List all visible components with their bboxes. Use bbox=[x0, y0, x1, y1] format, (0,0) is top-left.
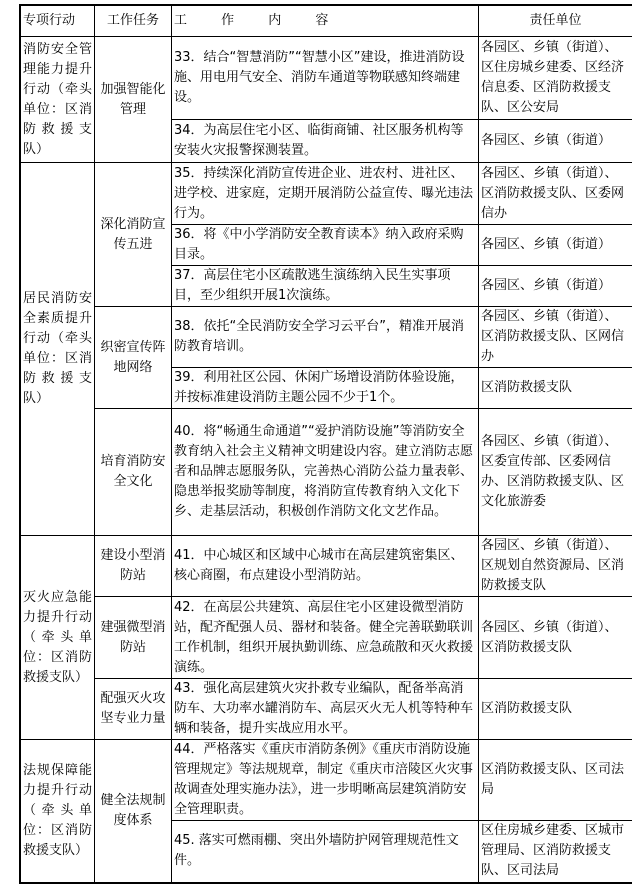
header-action: 专项行动 bbox=[20, 5, 95, 37]
table-row bbox=[20, 409, 632, 536]
content-cell: 34．为高层住宅小区、临街商铺、社区服务机构等安装火灾报警探测装置。 bbox=[172, 120, 479, 163]
task-cell: 建设小型消防站 bbox=[95, 536, 172, 597]
task-cell: 加强智能化管理 bbox=[95, 37, 172, 163]
unit-cell: 各园区、乡镇（街道）、区消防救援支队、区委网信办 bbox=[479, 163, 632, 225]
unit-cell: 各园区、乡镇（街道）、区规划自然资源局、区消防救援支队 bbox=[479, 536, 632, 597]
unit-cell: 区消防救援支队 bbox=[479, 679, 632, 740]
action-cell: 灭火应急能力提升行动（牵头单位：区消防救援支队） bbox=[20, 536, 95, 740]
action-cell: 消防安全管理能力提升行动（牵头单位：区消防救援支队） bbox=[20, 37, 95, 163]
table-row bbox=[20, 307, 632, 368]
action-cell: 居民消防安全素质提升行动（牵头单位：区消防救援支队） bbox=[20, 163, 95, 536]
unit-cell: 各园区、乡镇（街道）、区消防救援支队、区网信办 bbox=[479, 307, 632, 368]
content-cell: 37．高层住宅小区疏散逃生演练纳入民生实事项目，至少组织开展1次演练。 bbox=[172, 266, 479, 307]
task-cell: 织密宣传阵地网络 bbox=[95, 307, 172, 409]
task-cell: 建强微型消防站 bbox=[95, 597, 172, 679]
content-cell: 38．依托“全民消防安全学习云平台”，精准开展消防教育培训。 bbox=[172, 307, 479, 368]
content-cell: 43．强化高层建筑火灾扑救专业编队，配备举高消防车、大功率水罐消防车、高层灭火无人机等特种车辆和装备，提升实战应用水平。 bbox=[172, 679, 479, 740]
unit-cell: 区消防救援支队、区司法局 bbox=[479, 740, 632, 821]
action-plan-table bbox=[19, 4, 632, 884]
content-cell: 33．结合“智慧消防”“智慧小区”建设，推进消防设施、用电用气安全、消防车通道等物联感知终端建设。 bbox=[172, 37, 479, 120]
table-row bbox=[20, 679, 632, 740]
content-cell: 35．持续深化消防宣传进企业、进农村、进社区、进学校、进家庭，定期开展消防公益宣传、曝光违法行为。 bbox=[172, 163, 479, 225]
unit-cell: 各园区、乡镇（街道） bbox=[479, 225, 632, 266]
header-task: 工作任务 bbox=[95, 5, 172, 37]
header-unit: 责任单位 bbox=[479, 5, 632, 37]
content-cell: 39．利用社区公园、休闲广场增设消防体验设施，并按标准建设消防主题公园不少于1个。 bbox=[172, 368, 479, 409]
table-row bbox=[20, 597, 632, 679]
content-cell: 45. 落实可燃雨棚、突出外墙防护网管理规范性文件。 bbox=[172, 821, 479, 883]
content-cell: 36．将《中小学消防安全教育读本》纳入政府采购目录。 bbox=[172, 225, 479, 266]
content-cell: 40．将“畅通生命通道”“爱护消防设施”等消防安全教育纳入社会主义精神文明建设内容。建立消防志愿者和品牌志愿服务队，完善热心消防公益力量表彰、隐患举报奖励等制度，将消防宣传教育纳入文化下乡、走基层活动，积极创作消防文化文艺作品。 bbox=[172, 409, 479, 536]
unit-cell: 各园区、乡镇（街道）、区委宣传部、区委网信办、区消防救援支队、区文化旅游委 bbox=[479, 409, 632, 536]
header-content: 工 作 内 容 bbox=[172, 5, 479, 37]
task-cell: 深化消防宣传五进 bbox=[95, 163, 172, 307]
action-cell: 法规保障能力提升行动（牵头单位：区消防救援支队） bbox=[20, 740, 95, 883]
unit-cell: 各园区、乡镇（街道） bbox=[479, 266, 632, 307]
unit-cell: 各园区、乡镇（街道）、区消防救援支队 bbox=[479, 597, 632, 679]
table-row bbox=[20, 37, 632, 120]
task-cell: 培育消防安全文化 bbox=[95, 409, 172, 536]
unit-cell: 区消防救援支队 bbox=[479, 368, 632, 409]
table-header-row bbox=[20, 5, 632, 37]
unit-cell: 各园区、乡镇（街道）、区住房城乡建委、区经济信息委、区消防救援支队、区公安局 bbox=[479, 37, 632, 120]
table-row bbox=[20, 536, 632, 597]
unit-cell: 区住房城乡建委、区城市管理局、区消防救援支队、区司法局 bbox=[479, 821, 632, 883]
content-cell: 44．严格落实《重庆市消防条例》《重庆市消防设施管理规定》等法规规章，制定《重庆市涪陵区火灾事故调查处理实施办法》，进一步明晰高层建筑消防安全管理职责。 bbox=[172, 740, 479, 821]
content-cell: 42．在高层公共建筑、高层住宅小区建设微型消防站，配齐配强人员、器材和装备。健全完善联勤联训工作机制，组织开展执勤训练、应急疏散和灭火救援演练。 bbox=[172, 597, 479, 679]
task-cell: 配强灭火攻坚专业力量 bbox=[95, 679, 172, 740]
content-cell: 41．中心城区和区域中心城市在高层建筑密集区、核心商圈，布点建设小型消防站。 bbox=[172, 536, 479, 597]
unit-cell: 各园区、乡镇（街道） bbox=[479, 120, 632, 163]
table-row bbox=[20, 740, 632, 821]
task-cell: 健全法规制度体系 bbox=[95, 740, 172, 883]
table-row bbox=[20, 163, 632, 225]
